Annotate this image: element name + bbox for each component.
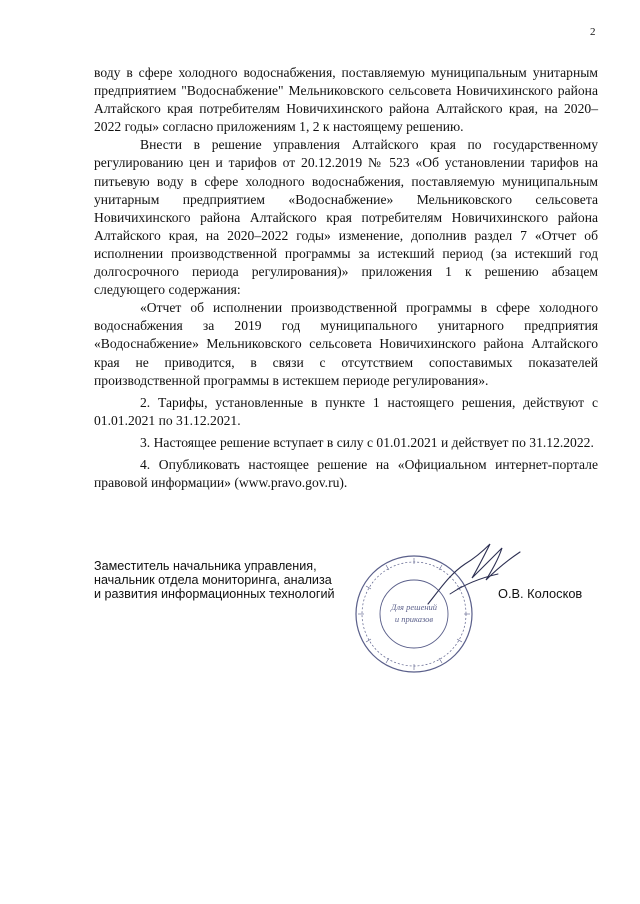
signer-name: О.В. Колосков xyxy=(498,586,583,601)
paragraph-item-3: 3. Настоящее решение вступает в силу с 01.01.2021 и действует по 31.12.2022. xyxy=(140,434,594,450)
seal-text-line: и приказов xyxy=(394,614,434,624)
signer-position-line: начальник отдела мониторинга, анализа xyxy=(94,573,332,587)
signer-position-line: и развития информационных технологий xyxy=(94,587,335,601)
paragraph-amendment: Внести в решение управления Алтайского края по государственному регулированию цен и тарифов от 20.12.2019 № 523 «Об установлении тарифов на питьевую воду в сфере холодного водоснабжения, поставляемую муниципальным унитарным предприятием «Водоснабжение» Мельниковского сельсовета Новичихинского района Алтайского края потребителям Новичихинского района Алтайского края, на 2020–2022 годы» изменение, дополнив раздел 7 «Отчет об исполнении производственной программы за истекший период (за истекший год долгосрочного периода регулирования)» приложения 1 к решению абзацем следующего содержания: xyxy=(94,137,598,298)
paragraph-item-2: 2. Тарифы, установленные в пункте 1 настоящего решения, действуют с 01.01.2021 по 31.12.2021. xyxy=(94,394,598,428)
paragraph-item-4: 4. Опубликовать настоящее решение на «Официальном интернет-портале правовой информации» (www.pravo.gov.ru). xyxy=(94,456,598,491)
seal-text-line: Для решений xyxy=(390,602,438,612)
signer-position xyxy=(94,559,394,601)
page-number: 2 xyxy=(590,26,596,38)
document-body xyxy=(94,64,598,492)
signer-position-line: Заместитель начальника управления, xyxy=(94,559,317,573)
paragraph-continuation: воду в сфере холодного водоснабжения, поставляемую муниципальным унитарным предприятием "Водоснабжение" Мельниковского сельсовета Новичихинского района Алтайского края потребителям Новичихинского района Алтайского края, на 2020–2022 годы» согласно приложениям 1, 2 к настоящему решению. xyxy=(94,65,598,135)
paragraph-quote: «Отчет об исполнении производственной программы в сфере холодного водоснабжения за 2019 год муниципального унитарного предприятия «Водоснабжение» Мельниковского сельсовета Новичихинского района Алтайского края не приводится, в связи с отсутствием сопоставимых показателей производственной программы в истекшем периоде регулирования». xyxy=(94,300,598,388)
handwritten-signature xyxy=(420,534,530,614)
